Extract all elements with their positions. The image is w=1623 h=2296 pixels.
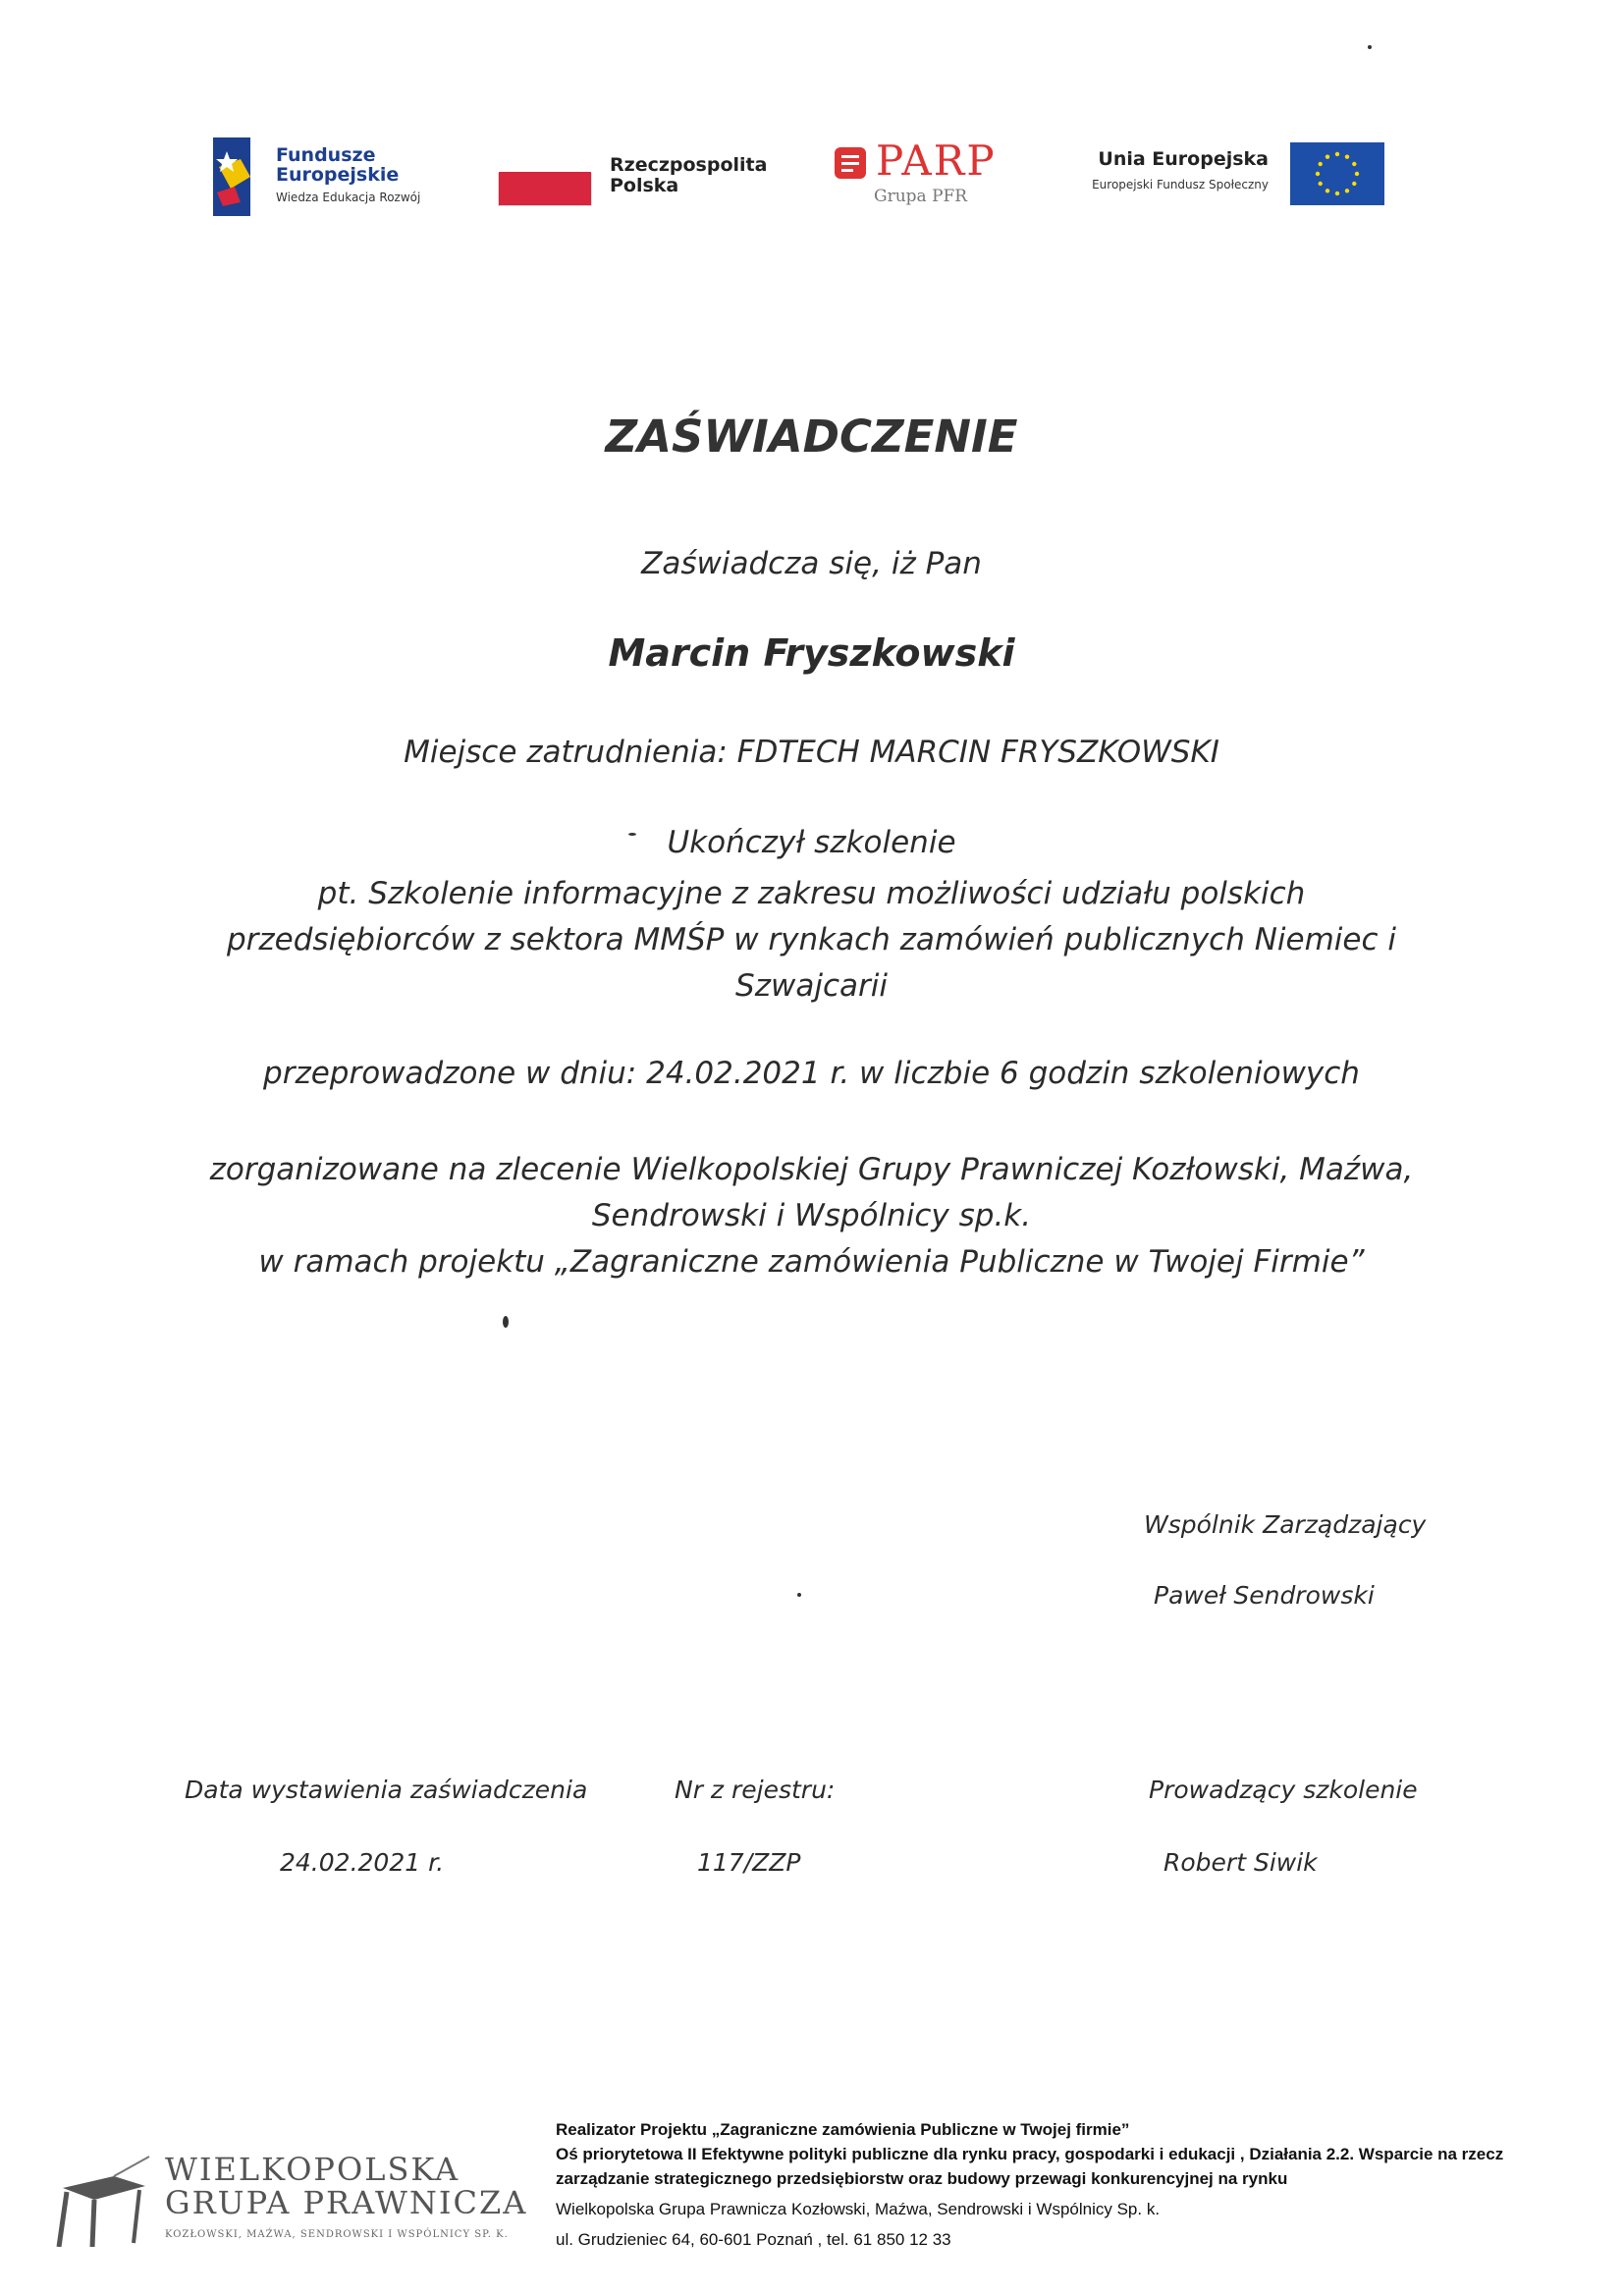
eu-star-icon bbox=[1355, 172, 1359, 176]
fundusze-europejskie-icon bbox=[211, 137, 272, 216]
unia-europejska-logo bbox=[1070, 142, 1384, 207]
signatory-role: Wspólnik Zarządzający bbox=[1144, 1510, 1427, 1539]
registry-number-label: Nr z rejestru: bbox=[675, 1776, 836, 1804]
issue-date-label: Data wystawienia zaświadczenia bbox=[185, 1776, 588, 1804]
desk-icon bbox=[55, 2149, 153, 2247]
scan-speck bbox=[503, 1316, 509, 1328]
scan-speck bbox=[797, 1593, 801, 1597]
footer-line: Wielkopolska Grupa Prawnicza Kozłowski, Maźwa, Sendrowski i Wspólnicy Sp. k. bbox=[556, 2200, 1161, 2218]
eu-star-icon bbox=[1352, 182, 1356, 186]
completed-line: Ukończył szkolenie bbox=[667, 825, 956, 860]
eu-star-icon bbox=[1319, 182, 1323, 186]
eu-star-icon bbox=[1345, 189, 1349, 192]
wgp-line1: WIELKOPOLSKA bbox=[165, 2151, 460, 2188]
wgp-line3: KOZŁOWSKI, MAŹWA, SENDROWSKI I WSPÓLNICY SP. K. bbox=[165, 2229, 509, 2240]
course-line: pt. Szkolenie informacyjne z zakresu możliwości udziału polskich bbox=[317, 876, 1306, 911]
issue-date-value: 24.02.2021 r. bbox=[280, 1848, 445, 1877]
course-title bbox=[167, 871, 1456, 1010]
eu-star-icon bbox=[1316, 172, 1320, 176]
recipient-name: Marcin Fryszkowski bbox=[608, 631, 1015, 675]
course-line: przedsiębiorców z sektora MMŚP w rynkach zamówień publicznych Niemiec i bbox=[226, 922, 1396, 957]
trainer-name: Robert Siwik bbox=[1163, 1848, 1318, 1877]
organized-line: w ramach projektu „Zagraniczne zamówienia Publiczne w Twojej Firmie” bbox=[258, 1244, 1365, 1280]
footer-line: Oś priorytetowa II Efektywne polityki publiczne dla rynku pracy, gospodarki i edukacji , Działania 2.2. Wsparcie na rzecz bbox=[556, 2145, 1504, 2163]
scan-speck bbox=[628, 833, 636, 836]
eu-star-icon bbox=[1345, 155, 1349, 159]
organized-block bbox=[147, 1147, 1476, 1285]
wgp-line2: GRUPA PRAWNICZA bbox=[165, 2184, 528, 2221]
eu-flag-icon bbox=[1290, 142, 1384, 205]
eu-star-icon bbox=[1325, 189, 1329, 192]
registry-number-value: 117/ZZP bbox=[697, 1848, 801, 1877]
eu-star-icon bbox=[1319, 162, 1323, 166]
ue-name: Unia Europejska bbox=[1098, 148, 1269, 170]
organized-line: Sendrowski i Wspólnicy sp.k. bbox=[591, 1198, 1032, 1233]
certificate-intro: Zaświadcza się, iż Pan bbox=[641, 546, 982, 581]
trainer-label: Prowadzący szkolenie bbox=[1149, 1776, 1418, 1804]
footer-line: ul. Grudzieniec 64, 60-601 Poznań , tel. 61 850 12 33 bbox=[556, 2230, 951, 2249]
footer-line: zarządzanie strategicznego przedsiębiorstw oraz budowy przewagi konkurencyjnej na rynku bbox=[556, 2169, 1288, 2188]
rp-line2: Polska bbox=[610, 175, 679, 196]
parp-icon bbox=[833, 145, 868, 181]
eu-star-icon bbox=[1325, 155, 1329, 159]
scan-speck bbox=[1368, 45, 1372, 49]
footer-line: Realizator Projektu „Zagraniczne zamówienia Publiczne w Twojej firmie” bbox=[556, 2120, 1130, 2139]
ue-fund: Europejski Fundusz Społeczny bbox=[1092, 178, 1269, 191]
organized-line: zorganizowane na zlecenie Wielkopolskiej Grupy Prawniczej Kozłowski, Maźwa, bbox=[209, 1152, 1414, 1187]
fe-line2: Europejskie bbox=[276, 164, 400, 186]
eu-star-icon bbox=[1352, 162, 1356, 166]
eu-star-icon bbox=[1335, 152, 1339, 156]
fe-tagline: Wiedza Edukacja Rozwój bbox=[276, 191, 421, 204]
parp-group: Grupa PFR bbox=[874, 187, 968, 206]
rp-line1: Rzeczpospolita bbox=[610, 154, 768, 176]
fundusze-europejskie-logo bbox=[211, 137, 466, 218]
employer-line: Miejsce zatrudnienia: FDTECH MARCIN FRYSZKOWSKI bbox=[404, 735, 1219, 770]
wielkopolska-grupa-prawnicza-logo bbox=[55, 2149, 566, 2257]
parp-name: PARP bbox=[876, 137, 997, 185]
polish-flag-icon bbox=[498, 173, 592, 206]
eu-star-icon bbox=[1335, 191, 1339, 195]
rzeczpospolita-polska-logo bbox=[498, 155, 783, 210]
signatory-name: Paweł Sendrowski bbox=[1154, 1581, 1375, 1610]
certificate-title: ZAŚWIADCZENIE bbox=[605, 410, 1018, 463]
conducted-line: przeprowadzone w dniu: 24.02.2021 r. w liczbie 6 godzin szkoleniowych bbox=[263, 1056, 1360, 1091]
fe-line1: Fundusze bbox=[276, 144, 376, 166]
project-info bbox=[556, 2117, 1596, 2252]
course-line: Szwajcarii bbox=[735, 968, 888, 1004]
parp-logo bbox=[833, 139, 1029, 210]
